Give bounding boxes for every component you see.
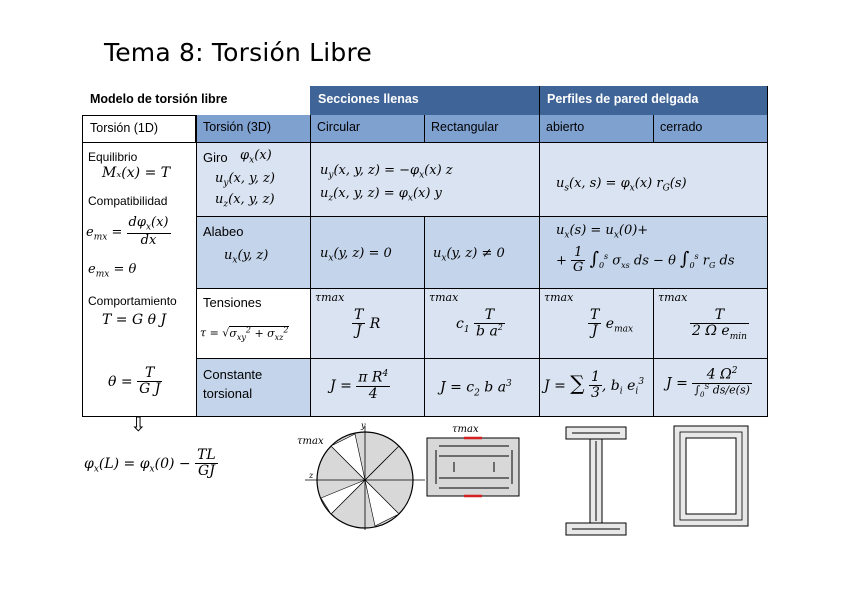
tension-open: $\frac{T}{J}$ $e_{max}$ — [590, 307, 634, 340]
alabeo-label: Alabeo — [203, 224, 244, 239]
header-closed: cerrado — [653, 115, 768, 143]
header-torsion-3d: Torsión (3D) — [196, 115, 310, 143]
closed-profile-diagram — [668, 420, 756, 532]
giro-uz: $u_z(x$, y, z) — [215, 192, 275, 210]
alabeo-ux: $u_x(y$, z) — [224, 248, 269, 266]
header-model: Modelo de torsión libre — [90, 92, 228, 106]
phi-l-equation: $\varphi_x(L) = \varphi_x(0)$ − $\frac{TL}{GJ}$ — [84, 447, 216, 480]
giro-label: Giro — [203, 150, 228, 165]
alabeo-thin-1: $u_x(s) = u_x(0)+$ — [556, 223, 649, 241]
header-circular: Circular — [310, 115, 424, 143]
tension-rectangular: $c_1$ $\frac{T}{b a^2}$ — [456, 307, 503, 341]
tension-circular: $\frac{T}{J}$ R — [354, 307, 381, 340]
alabeo-thin-2: + $\frac{1}{G}$ $\int_0^s$ $\sigma_{xs}$ ds − θ $\int_0^s$ $r_G$ ds — [556, 245, 735, 276]
compatibility-label: Compatibilidad — [88, 194, 168, 208]
rectangular-section-diagram — [424, 420, 524, 500]
svg-text:τmax: τmax — [297, 436, 324, 447]
giro-phi: $\varphi_x(x)$ — [240, 148, 272, 166]
tension-closed: $\frac{T}{2 \Omega e_{min}}$ — [692, 307, 747, 343]
open-profile-diagram — [560, 421, 632, 537]
header-full-sections: Secciones llenas — [310, 86, 539, 115]
down-arrow-icon: ⇩ — [130, 412, 147, 436]
compatibility-equation: $e_{mx}$ = $\frac{d\varphi_x(x)}{dx}$ — [86, 215, 169, 249]
j-rectangular: $J = c_2$ b $a^3$ — [440, 379, 512, 399]
tensiones-label: Tensiones — [203, 295, 262, 310]
giro-uz-full: $u_z(x$, y, $z) = \varphi_x(x)$ y — [320, 186, 442, 204]
alabeo-circular: $u_x(y$, z) = 0 — [320, 246, 392, 264]
alabeo-rectangular: $u_x(y$, z) ≠ 0 — [433, 246, 505, 264]
behavior-equation: T = G θ J — [102, 312, 167, 328]
svg-text:y: y — [361, 421, 366, 430]
theta-equation: θ = $\frac{T}{\text{G J}}$ — [108, 365, 161, 398]
tau-max-rect: τmax — [429, 291, 459, 304]
header-open: abierto — [539, 115, 653, 143]
tensiones-formula: $\tau = √\sigma_{xy}^2 + \sigma_{xz}^2$ — [200, 325, 289, 342]
j-circular: J = $\frac{\pi R^4}{4}$ — [330, 369, 389, 403]
constante-label-2: torsional — [203, 386, 253, 401]
giro-uy: $u_y(x$, y, z) — [215, 171, 275, 189]
behavior-label: Comportamiento — [88, 294, 177, 308]
tau-max-open: τmax — [544, 291, 574, 304]
giro-uy-full: $u_y(x$, y, $z) = -\varphi_x(x)$ z — [320, 163, 453, 181]
svg-text:τmax: τmax — [452, 424, 479, 435]
giro-us-thin: $u_s(x$, $s) = \varphi_x(x)$ $r_G(s)$ — [556, 176, 687, 194]
header-torsion-1d: Torsión (1D) — [82, 115, 196, 143]
equilibrium-label: Equilibrio — [88, 150, 138, 164]
j-open: J = ∑ $\frac{1}{3}$ , $b_i$ $e_i^3$ — [544, 369, 645, 402]
compatibility-theta: $e_{mx} = \theta$ — [88, 262, 137, 280]
circular-section-diagram — [295, 418, 430, 530]
j-closed: J = $\frac{4 \Omega^2}{\int_0^S ds/e(s)}$ — [666, 366, 750, 399]
header-thin-walled: Perfiles de pared delgada — [539, 86, 768, 115]
svg-text:z: z — [309, 471, 314, 480]
constante-label-1: Constante — [203, 367, 263, 382]
equilibrium-equation: Mₓ(x) = T — [102, 165, 171, 181]
tau-max-closed: τmax — [658, 291, 688, 304]
header-rectangular: Rectangular — [424, 115, 539, 143]
page-title: Tema 8: Torsión Libre — [104, 38, 373, 67]
tau-max-circ: τmax — [315, 291, 345, 304]
